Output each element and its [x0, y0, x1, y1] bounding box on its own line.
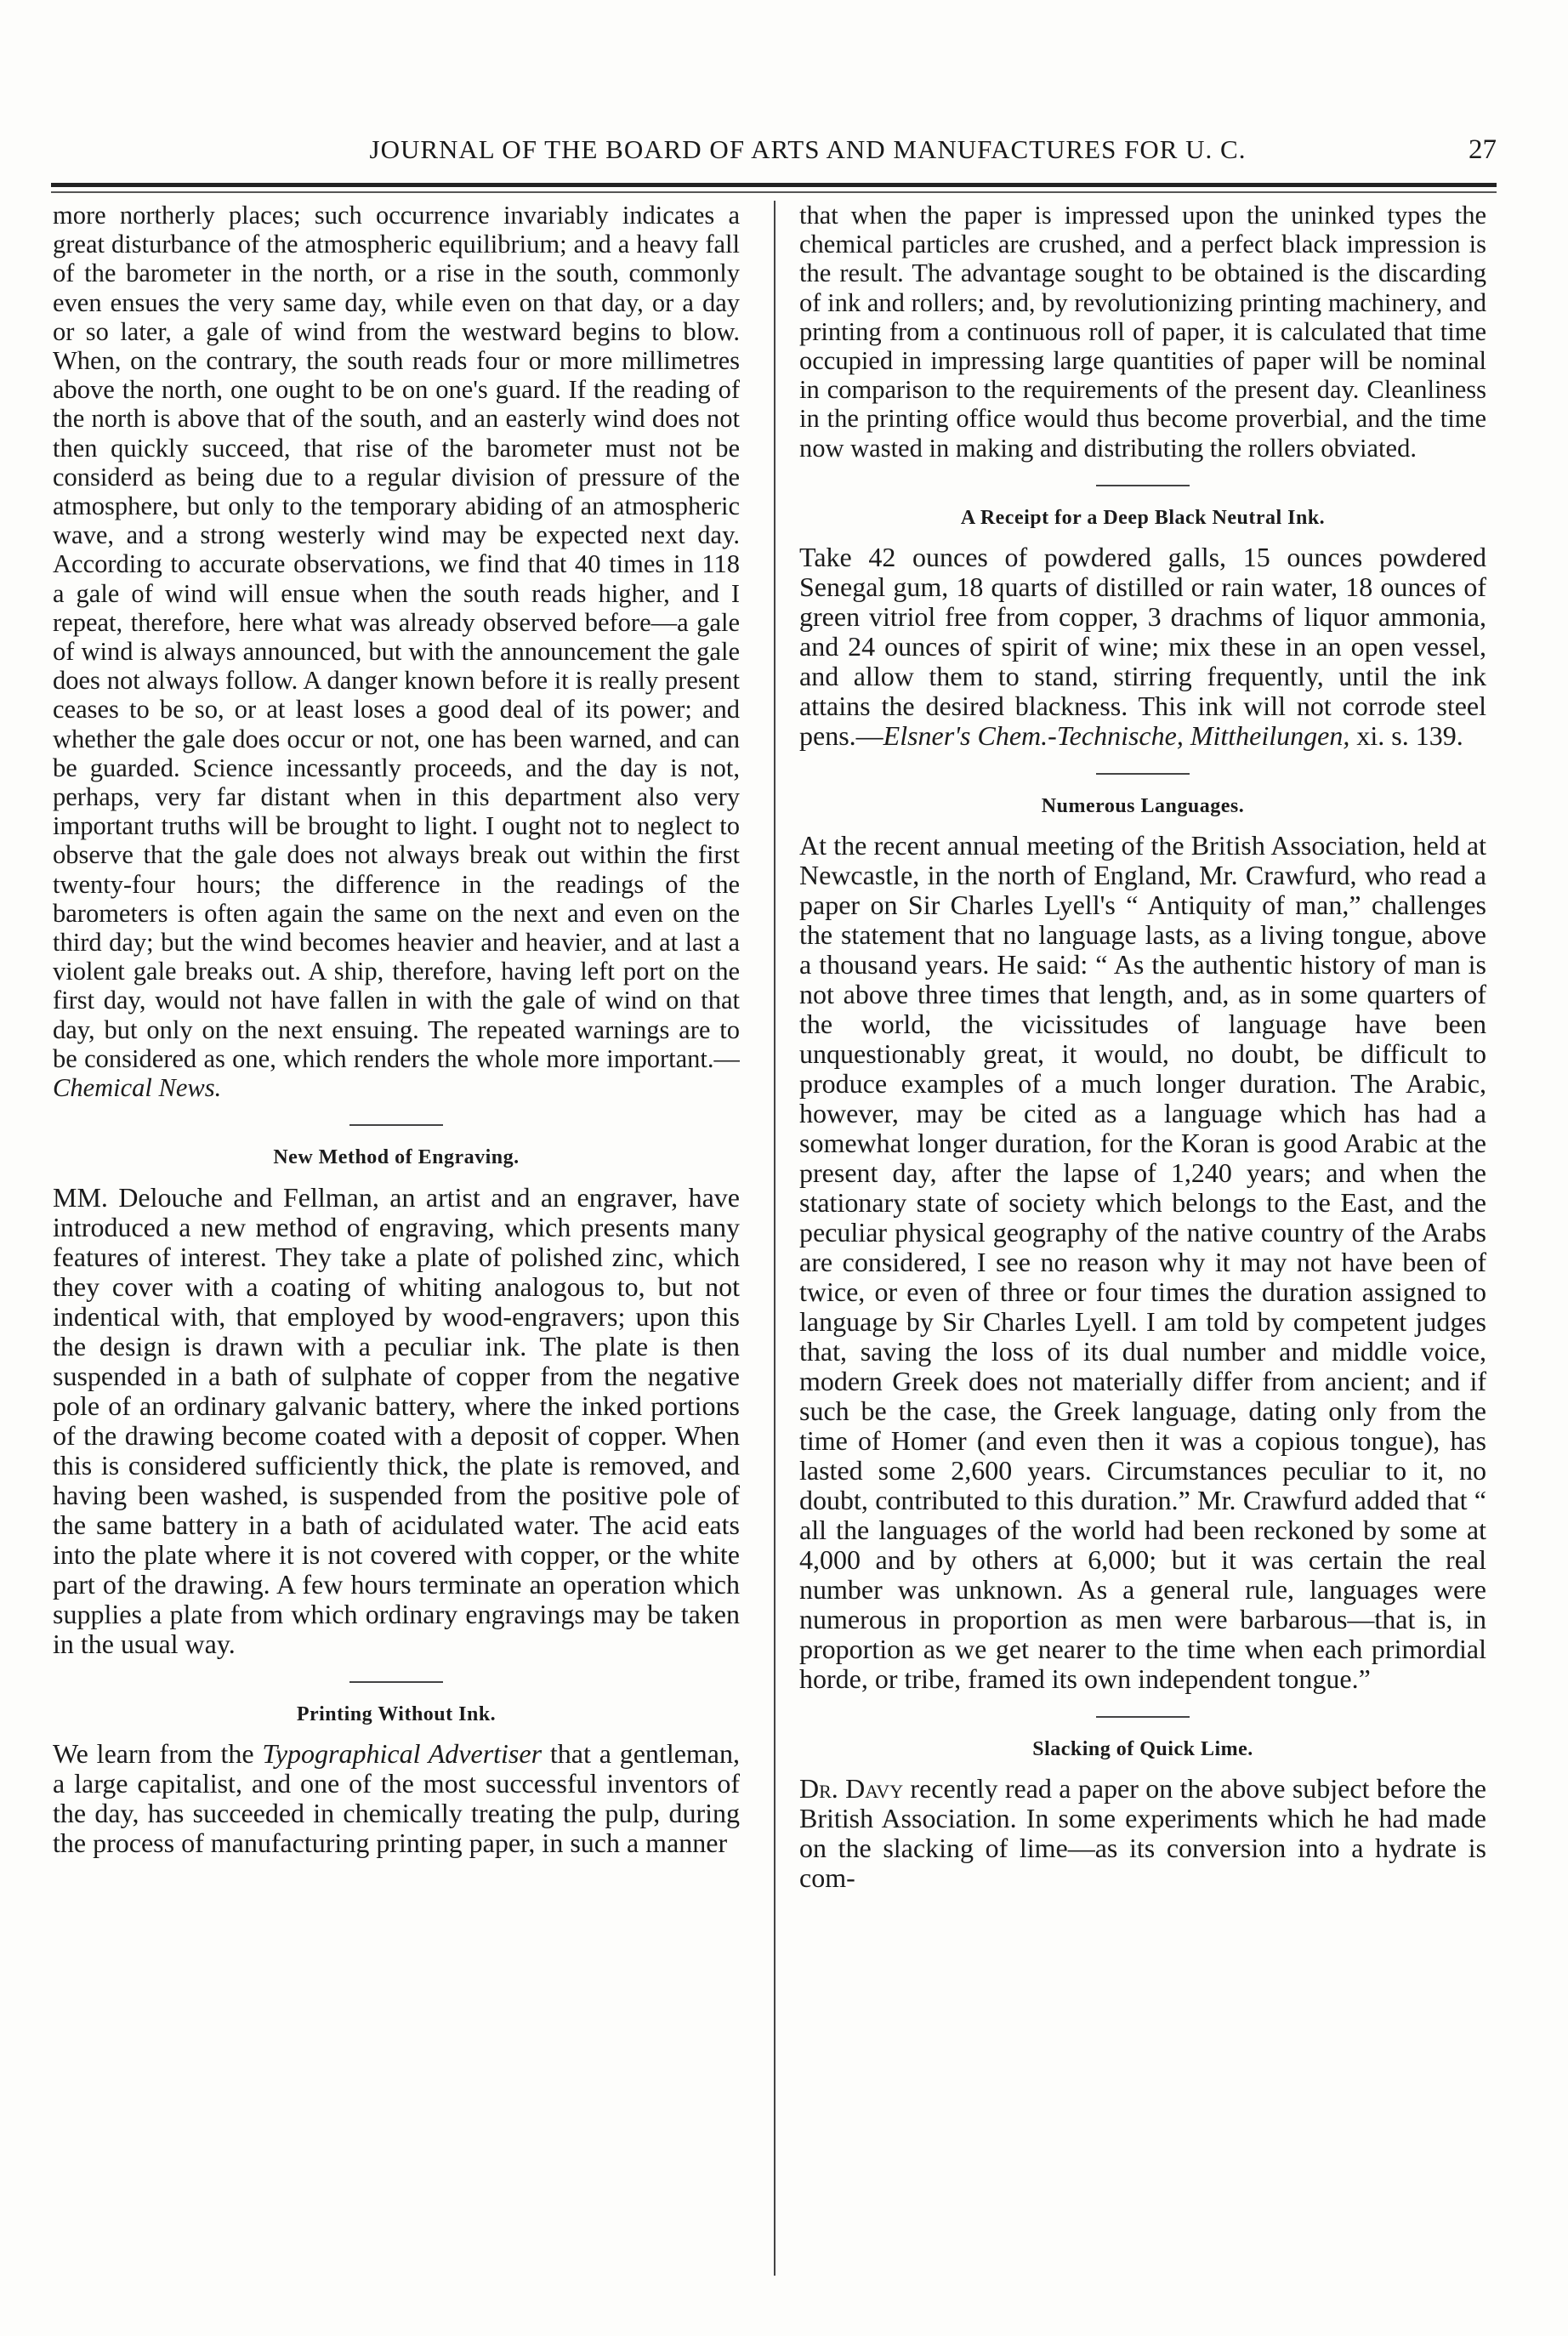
section-divider [349, 1124, 443, 1126]
printing-article-intro: We learn from the [53, 1737, 263, 1769]
heading-new-method-of-engraving: New Method of Engraving. [273, 1146, 520, 1169]
barometer-article-text [53, 201, 740, 1102]
ink-article-source: Elsner's Chem.-Technische, Mittheilungen, [883, 720, 1350, 752]
heading-printing-without-ink: Printing Without Ink. [296, 1702, 497, 1725]
barometer-article-source: Chemical News. [53, 1073, 222, 1103]
column-divider [774, 201, 775, 2276]
ink-article-body: Take 42 ounces of powdered galls, 15 ounces powdered Senegal gum, 18 quarts of distilled or rain water, 18 ounces of green vitriol free from copper, 3 drachms of liquor ammonia, and 24 ounces of spirit of wine; mix these in an open vessel, and allow them to stand, stirring frequently, until the ink attains the desired blackness. This ink will not corrode steel pens.— [799, 542, 1486, 752]
lime-article-author: Dr. Davy [799, 1773, 904, 1805]
lime-article-text [799, 1774, 1486, 1893]
ink-article-text [799, 543, 1486, 751]
section-divider [1096, 485, 1190, 486]
section-divider [1096, 1716, 1190, 1718]
page-number: 27 [1469, 134, 1497, 165]
printing-article-source: Typographical Advertiser [262, 1737, 543, 1769]
left-column [53, 201, 740, 2276]
section-divider [1096, 773, 1190, 775]
heading-numerous-languages: Numerous Languages. [1041, 795, 1245, 818]
languages-article-text: At the recent annual meeting of the British Association, held at Newcastle, in the north of England, Mr. Crawfurd, who read a paper on Sir Charles Lyell's “ Antiquity of man,” challenges the statement that no language lasts, as a living tongue, above a thousand years. He said: “ As the authentic history of man is not above three times that length, and, as in some quarters of the world, the vicissitudes of language have been unquestionably great, it would, no doubt, be difficult to produce examples of a much longer duration. The Arabic, however, may be cited as a language which has had a somewhat longer duration, for the Koran is good Arabic at the present day, after the lapse of 1,240 years; and when the stationary state of society which belongs to the East, and the peculiar physical geography of the native country of the Arabs are considered, I see no reason why it may not have been of twice, or even of three or four times the duration assigned to language by Sir Charles Lyell. I am told by competent judges that, saving the loss of its dual number and middle voice, modern Greek does not materially differ from ancient; and if such be the case, the Greek language, dating only from the time of Homer (and even then it was a copious tongue), has lasted some 2,600 years. Circumstances peculiar to it, no doubt, contributed to this duration.” Mr. Crawfurd added that “ all the languages of the world had been reckoned by some at 4,000 and by others at 6,000; but it was certain the real number was unknown. As a general rule, languages were numerous in proportion as men were barbarous—that is, in proportion as we get nearer to the time when each primordial horde, or tribe, framed its own independent tongue.” [799, 830, 1486, 1695]
running-head-title: JOURNAL OF THE BOARD OF ARTS AND MANUFACTURES FOR U. C. [369, 134, 1247, 164]
printing-article-body: that a gentleman, a large capitalist, and one of the most successful inventors of the day, has succeeded in chemically treating the pulp, during the process of manufacturing printing paper, in such a manner [53, 1737, 740, 1858]
ink-article-reference: xi. s. 139. [1349, 720, 1463, 752]
engraving-article-text: MM. Delouche and Fellman, an artist and an engraver, have introduced a new method of engraving, which presents many features of interest. They take a plate of polished zinc, which they cover with a coating of whiting analogous to, but not indentical with, that employed by wood-engravers; upon this the design is drawn with a peculiar ink. The plate is then suspended in a bath of sulphate of copper from the negative pole of an ordinary galvanic battery, where the inked portions of the drawing become coated with a deposit of copper. When this is considered sufficiently thick, the plate is removed, and having been washed, is suspended from the positive pole of the same battery in a bath of acidulated water. The acid eats into the plate where it is not covered with copper, or the white part of the drawing. A few hours terminate an operation which supplies a plate from which ordinary engravings may be taken in the usual way. [53, 1181, 740, 1659]
header-rule-thin [51, 191, 1497, 193]
heading-black-neutral-ink: A Receipt for a Deep Black Neutral Ink. [960, 506, 1326, 529]
header-rule-thick [51, 183, 1497, 187]
heading-slacking-of-quick-lime: Slacking of Quick Lime. [1032, 1738, 1253, 1761]
printing-article-text [53, 1739, 740, 1858]
barometer-article-body: more northerly places; such occurrence invariably indicates a great disturbance of the atmospheric equilibrium; and a heavy fall of the barometer in the north, or a rise in the south, commonly even ensues the very same day, while even on that day, or a day or so later, a gale of wind from the westward begins to blow. When, on the contrary, the south reads four or more millimetres above the north, one ought to be on one's guard. If the reading of the north is above that of the south, and an easterly wind does not then quickly succeed, that rise of the barometer must not be considerd as being due to a regular division of pressure of the atmosphere, but only to the temporary abiding of an atmospheric wave, and a strong westerly wind may be expected next day. According to accurate observations, we find that 40 times in 118 a gale of wind will ensue when the south reads higher, and I repeat, therefore, here what was already observed before—a gale of wind is always announced, but with the announcement the gale does not always follow. A danger known before it is really present ceases to be so, or at least loses a good deal of its power; and whether the gale does occur or not, one has been warned, and can be guarded. Science incessantly proceeds, and the day is not, perhaps, very far distant when in this department also very important truths will be brought to light. I ought not to neglect to observe that the gale does not always break out within the first twenty-four hours; the difference in the readings of the barometers is often again the same on the next and even on the third day; but the wind becomes heavier and heavier, and at last a violent gale breaks out. A ship, therefore, having left port on the first day, would not have fallen in with the gale of wind on that day, but only on the next ensuing. The repeated warnings are to be considered as one, which renders the whole more important.— [53, 201, 740, 1073]
printing-article-continued: that when the paper is impressed upon the uninked types the chemical particles are crushed, and a perfect black impression is the result. The advantage sought to be obtained is the discarding of ink and rollers; and, by revolutionizing printing machinery, and printing from a continuous roll of paper, it is calculated that time occupied in impressing large quantities of paper will be nominal in comparison to the requirements of the present day. Cleanliness in the printing office would thus become proverbial, and the time now wasted in making and distributing the rollers obviated. [799, 201, 1486, 463]
lime-article-body: recently read a paper on the above subject before the British Association. In some experiments which he had made on the slacking of lime—as its conversion into a hydrate is com- [799, 1773, 1486, 1894]
right-column [799, 201, 1486, 2276]
section-divider [349, 1681, 443, 1683]
